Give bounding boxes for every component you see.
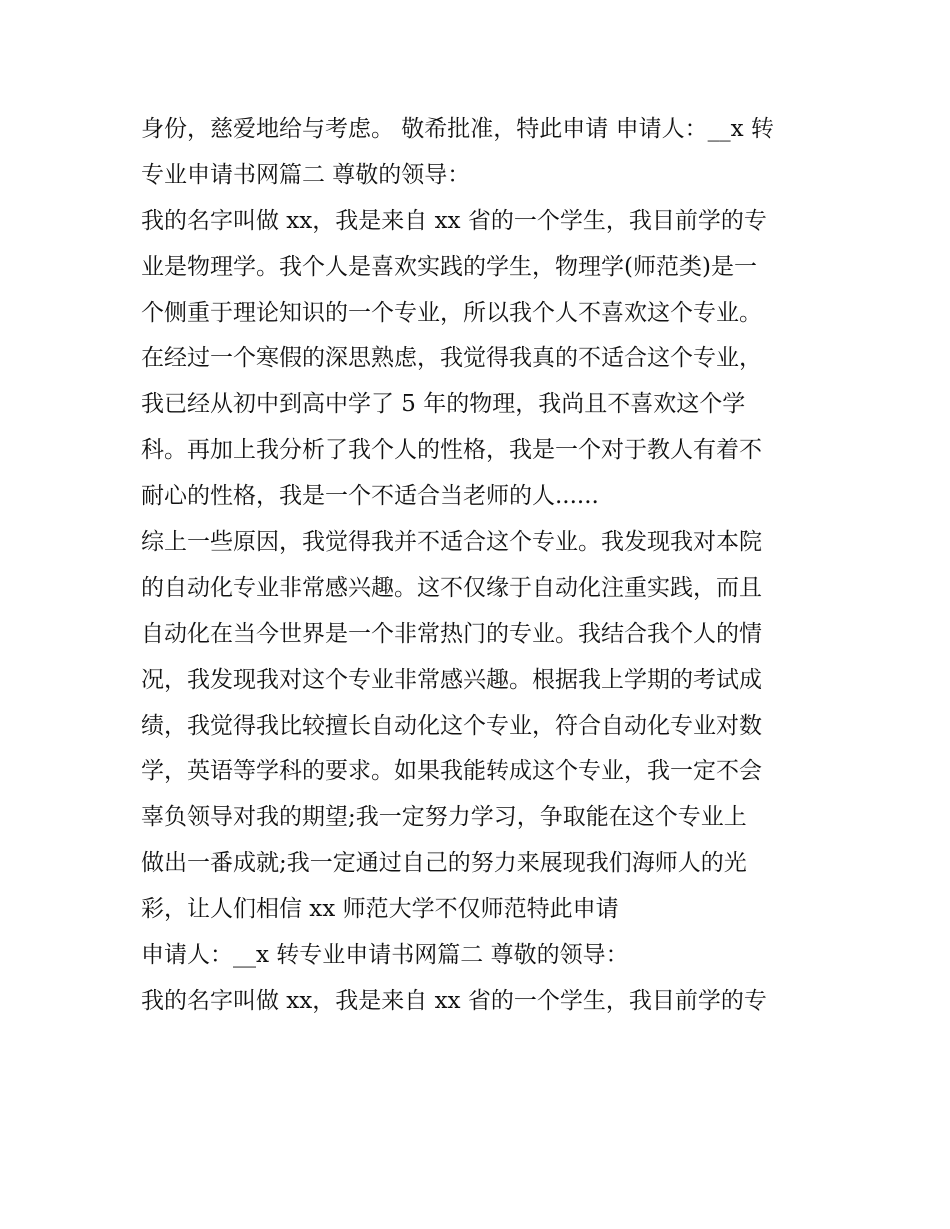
text-line: 彩，让人们相信 xx 师范大学不仅师范特此申请 [141,896,619,923]
text-line: 绩，我觉得我比较擅长自动化这个专业，符合自动化专业对数 [141,712,762,739]
text-line: 做出一番成就;我一定通过自己的努力来展现我们海师人的光 [141,850,747,877]
text-line: 业是物理学。我个人是喜欢实践的学生，物理学(师范类)是一 [141,253,757,280]
text-line: 耐心的性格，我是一个不适合当老师的人...... [141,483,599,510]
text-line: 学，英语等学科的要求。如果我能转成这个专业，我一定不会 [141,758,762,785]
document-body [141,107,821,1025]
text-line: 我的名字叫做 xx，我是来自 xx 省的一个学生，我目前学的专 [141,987,767,1014]
text-line: 况，我发现我对这个专业非常感兴趣。根据我上学期的考试成 [141,666,762,693]
text-line: 在经过一个寒假的深思熟虑，我觉得我真的不适合这个专业， [141,345,762,372]
text-line: 我的名字叫做 xx，我是来自 xx 省的一个学生，我目前学的专 [141,207,767,234]
text-line: 自动化在当今世界是一个非常热门的专业。我结合我个人的情 [141,620,762,647]
text-line: 我已经从初中到高中学了 5 年的物理，我尚且不喜欢这个学 [141,391,746,418]
text-line: 申请人：__x 转专业申请书网篇二 尊敬的领导： [141,942,629,969]
text-line: 综上一些原因，我觉得我并不适合这个专业。我发现我对本院 [141,529,762,556]
text-line: 辜负领导对我的期望;我一定努力学习，争取能在这个专业上 [141,804,747,831]
text-line: 个侧重于理论知识的一个专业，所以我个人不喜欢这个专业。 [141,299,762,326]
text-line: 科。再加上我分析了我个人的性格，我是一个对于教人有着不 [141,437,762,464]
text-line: 专业申请书网篇二 尊敬的领导： [141,161,471,188]
text-line: 的自动化专业非常感兴趣。这不仅缘于自动化注重实践，而且 [141,574,762,601]
text-line: 身份，慈爱地给与考虑。 敬希批准，特此申请 申请人：__x 转 [141,116,774,142]
